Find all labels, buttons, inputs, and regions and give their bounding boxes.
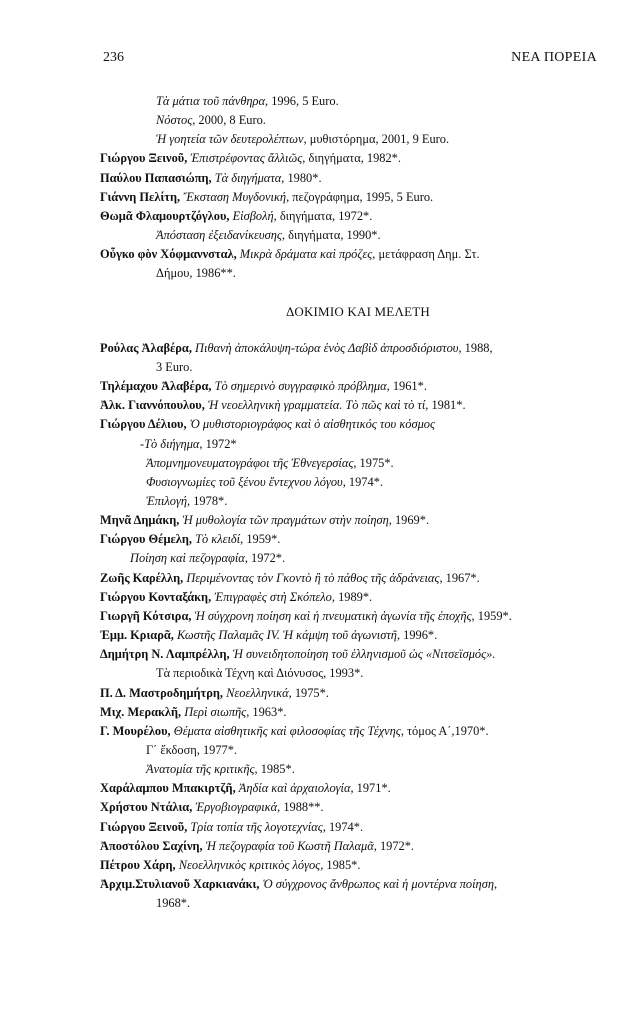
work-title: Περὶ σιωπῆς xyxy=(184,704,247,719)
entry-line xyxy=(100,111,600,130)
work-title: Ἀπομνημονευματογράφοι τῆς Ἐθνεγερσίας xyxy=(146,455,354,470)
author-name: Παύλου Παπασιώπη xyxy=(100,170,209,185)
entry-line: Γ. Μουρέλου, Θέματα αἰσθητικῆς καὶ φιλοσοφίας τῆς Τέχνης, τόμος Α΄,1970*. xyxy=(100,723,489,738)
author-name: Γιώργου Δέλιου xyxy=(100,417,184,432)
entry-line xyxy=(100,549,600,568)
entry-line: Ἀποστόλου Σαχίνη, Ἡ πεζογραφία τοῦ Κωστῆ Παλαμᾶ, 1972*. xyxy=(100,838,415,853)
entry-details: , 1972*. xyxy=(244,551,286,566)
running-title: ΝΕΑ ΠΟΡΕΙΑ xyxy=(511,50,597,65)
work-title: Ἡ πεζογραφία τοῦ Κωστῆ Παλαμᾶ xyxy=(205,838,374,853)
author-name: Μηνᾶ Δημάκη xyxy=(100,513,177,528)
bibliography-list xyxy=(100,92,600,913)
entry-line xyxy=(100,92,600,111)
author-name: Ἐμμ. Κριαρᾶ xyxy=(100,628,171,643)
author-name: Γιώργου Ξεινοῦ xyxy=(100,819,185,834)
work-title: Ἡ νεοελληνικὴ γραμματεία. Τὸ πῶς καὶ τὸ τί xyxy=(207,398,426,413)
author-name: Πέτρου Χάρη xyxy=(100,857,173,872)
entry-details: , διηγήματα, 1982*. xyxy=(302,151,401,166)
entry-details: , 1996, 5 Euro. xyxy=(265,94,339,108)
work-title: Ἐπιστρέφοντας ἄλλιῶς xyxy=(190,151,303,166)
entry-line: Γιώργου Κονταξάκη, Ἐπιγραφὲς στὴ Σκόπελο, 1989*. xyxy=(100,589,373,604)
work-title: Τὰ μάτια τοῦ πάνθηρα xyxy=(156,94,266,108)
work-title: Ἔκσταση Μυγδονική xyxy=(183,189,287,204)
author-name: Οὖγκο φὸν Χόφμαννσταλ xyxy=(100,247,234,262)
work-title: Τρία τοπία τῆς λογοτεχνίας xyxy=(190,819,323,834)
entry-line: Παύλου Παπασιώπη, Τὰ διηγήματα, 1980*. xyxy=(100,170,322,185)
entry-details: , 2000, 8 Euro. xyxy=(192,113,266,128)
work-title: Ἀηδία καὶ ἀρχαιολογία xyxy=(238,781,351,796)
entry-line xyxy=(100,473,600,492)
work-title: Ἡ μυθολογία τῶν πραγμάτων στὴν ποίηση xyxy=(182,513,389,528)
entry-details: , 1975*. xyxy=(353,455,394,470)
work-title: Τὸ σημερινὸ συγγραφικὸ πρόβλημα xyxy=(214,379,387,394)
entry-line: Ἀλκ. Γιαννόπουλου, Ἡ νεοελληνικὴ γραμματεία. Τὸ πῶς καὶ τὸ τί, 1981*. xyxy=(100,398,466,413)
entry-details: Τὰ περιοδικὰ Τέχνη καὶ Διόνυσος, 1993*. xyxy=(156,666,364,681)
work-title: -Τὸ διήγημα xyxy=(140,436,200,451)
entry-details: , 1972*. xyxy=(373,838,415,853)
entry-line: Γιώργου Δέλιου, Ὁ μυθιστοριογράφος καὶ ὁ αἰσθητικός του κόσμος xyxy=(100,417,436,432)
entry-continuation xyxy=(100,664,600,683)
work-title: Φυσιογνωμίες τοῦ ξένου ἔντεχνου λόγου xyxy=(146,474,343,489)
author-name: Π. Δ. Μαστροδημήτρη xyxy=(100,685,220,700)
entry-details: , μυθιστόρημα, 2001, 9 Euro. xyxy=(303,132,450,147)
entry-details: , τόμος Α΄,1970*. xyxy=(400,723,489,738)
entry-continuation xyxy=(100,435,600,454)
author-name: Ἀρχιμ.Στυλιανοῦ Χαρκιανάκι xyxy=(100,877,257,892)
entry-line: Μιχ. Μερακλῆ, Περὶ σιωπῆς, 1963*. xyxy=(100,704,287,719)
entry-line: Οὖγκο φὸν Χόφμαννσταλ, Μικρὰ δράματα καὶ πρόζες, μετάφραση Δημ. Στ. xyxy=(100,247,480,262)
author-name: Γιώργου Κονταξάκη xyxy=(100,589,209,604)
entry-line: Χαράλαμπου Μπακιρτζῆ, Ἀηδία καὶ ἀρχαιολογία, 1971*. xyxy=(100,781,391,796)
entry-continuation xyxy=(100,358,600,377)
entry-line: Μηνᾶ Δημάκη, Ἡ μυθολογία τῶν πραγμάτων στὴν ποίηση, 1969*. xyxy=(100,513,430,528)
entry-details: , μετάφραση Δημ. Στ. xyxy=(372,247,480,262)
entry-details: , 1961*. xyxy=(386,379,427,394)
entry-line: Γιώργου Ξεινοῦ, Ἐπιστρέφοντας ἄλλιῶς, διηγήματα, 1982*. xyxy=(100,151,401,166)
section-heading: ΔΟΚΙΜΙΟ ΚΑΙ ΜΕΛΕΤΗ xyxy=(286,303,430,319)
work-title: Ὁ μυθιστοριογράφος καὶ ὁ αἰσθητικός του κόσμος xyxy=(189,417,436,432)
work-title: Κωστῆς Παλαμᾶς IV. Ἡ κάμψη τοῦ ἀγωνιστῆ xyxy=(176,628,397,643)
work-title: Εἰσβολή xyxy=(232,208,274,223)
entry-line xyxy=(100,130,600,149)
entry-line xyxy=(100,454,600,473)
author-name: Χαράλαμπου Μπακιρτζῆ xyxy=(100,781,233,796)
entry-details: , 1985*. xyxy=(320,857,361,872)
work-title: Ὁ σύγχρονος ἄνθρωπος καὶ ἡ μοντέρνα ποίηση xyxy=(262,877,494,892)
page-number: 236 xyxy=(103,50,124,65)
author-name: Χρήστου Ντάλια xyxy=(100,800,190,815)
work-title: Ἐργοβιογραφικά xyxy=(195,800,278,815)
author-name: Θωμᾶ Φλαμουρτζόγλου xyxy=(100,208,227,223)
entry-details: , 1980*. xyxy=(281,170,322,185)
author-name: Ἀλκ. Γιαννόπουλου xyxy=(100,398,202,413)
entry-line xyxy=(100,492,600,511)
entry-details: , 1988, xyxy=(458,340,493,355)
entry-details: , 1959*. xyxy=(240,532,281,547)
work-title: Μικρὰ δράματα καὶ πρόζες xyxy=(239,247,373,262)
entry-details: , 1989*. xyxy=(331,589,373,604)
work-title: Ἡ σύγχρονη ποίηση καὶ ἡ πνευματικὴ ἀγωνία τῆς ἐποχῆς xyxy=(194,608,472,623)
entry-details: , 1974*. xyxy=(342,474,383,489)
entry-line: Γιωργῆ Κότσιρα, Ἡ σύγχρονη ποίηση καὶ ἡ πνευματικὴ ἀγωνία τῆς ἐποχῆς, 1959*. xyxy=(100,608,512,623)
entry-details: , διηγήματα, 1990*. xyxy=(281,228,381,243)
entry-details: , 1969*. xyxy=(388,513,430,528)
entry-line: Χρήστου Ντάλια, Ἐργοβιογραφικά, 1988**. xyxy=(100,800,324,815)
entry-details: , διηγήματα, 1972*. xyxy=(273,208,373,223)
entry-details: , 1967*. xyxy=(439,570,480,585)
author-name: Τηλέμαχου Ἀλαβέρα xyxy=(100,379,209,394)
work-title: Πιθανὴ ἀποκάλυψη-τώρα ἑνὸς Δαβὶδ ἀπροσδιόριστου xyxy=(195,340,459,355)
entry-line: Π. Δ. Μαστροδημήτρη, Νεοελληνικά, 1975*. xyxy=(100,685,329,700)
entry-details: , 1963*. xyxy=(246,704,287,719)
entry-line: Δημήτρη Ν. Λαμπρέλλη, Ἡ συνειδητοποίηση τοῦ ἑλληνισμοῦ ὡς «Νιτσεϊσμός». xyxy=(100,647,496,662)
work-title: Ἡ γοητεία τῶν δευτερολέπτων xyxy=(156,132,304,147)
author-name: Γιώργου Θέμελη xyxy=(100,532,189,547)
entry-line: Ἀρχιμ.Στυλιανοῦ Χαρκιανάκι, Ὁ σύγχρονος ἄνθρωπος καὶ ἡ μοντέρνα ποίηση, xyxy=(100,877,498,892)
work-title: Νεοελληνικὸς κριτικὸς λόγος xyxy=(178,857,321,872)
entry-details: , 1988**. xyxy=(277,800,324,815)
entry-line: Ρούλας Ἀλαβέρα, Πιθανὴ ἀποκάλυψη-τώρα ἑνὸς Δαβὶδ ἀπροσδιόριστου, 1988, xyxy=(100,340,493,355)
work-title: Ἐπιγραφὲς στὴ Σκόπελο xyxy=(214,589,332,604)
work-title: Περιμένοντας τὸν Γκοντὸ ἢ τὸ πάθος τῆς ἀδράνειας xyxy=(186,570,440,585)
entry-line: Τηλέμαχου Ἀλαβέρα, Τὸ σημερινὸ συγγραφικὸ πρόβλημα, 1961*. xyxy=(100,379,427,394)
entry-line: Ζωῆς Καρέλλη, Περιμένοντας τὸν Γκοντὸ ἢ τὸ πάθος τῆς ἀδράνειας, 1967*. xyxy=(100,570,480,585)
entry-details: , 1974*. xyxy=(322,819,364,834)
entry-line: Θωμᾶ Φλαμουρτζόγλου, Εἰσβολή, διηγήματα, 1972*. xyxy=(100,208,373,223)
page-header xyxy=(103,50,597,70)
entry-continuation xyxy=(100,894,600,913)
entry-details: , xyxy=(493,877,498,892)
work-title: Τὰ διηγήματα xyxy=(214,170,282,185)
entry-continuation xyxy=(100,741,600,760)
author-name: Γιώργου Ξεινοῦ xyxy=(100,151,185,166)
author-name: Μιχ. Μερακλῆ xyxy=(100,704,178,719)
entry-line: Ἐμμ. Κριαρᾶ, Κωστῆς Παλαμᾶς IV. Ἡ κάμψη τοῦ ἀγωνιστῆ, 1996*. xyxy=(100,628,438,643)
entry-details: Γ΄ ἔκδοση, 1977*. xyxy=(146,743,238,757)
entry-continuation xyxy=(100,264,600,283)
author-name: Δημήτρη Ν. Λαμπρέλλη xyxy=(100,647,227,662)
author-name: Ζωῆς Καρέλλη xyxy=(100,570,181,585)
work-title: Τὸ κλειδί xyxy=(195,532,241,547)
work-title: Ἀπόσταση ἐξειδανίκευσης xyxy=(156,228,282,243)
work-title: Ἐπιλογή xyxy=(146,493,188,508)
entry-details: 3 Euro. xyxy=(156,359,193,374)
entry-line: Γιώργου Ξεινοῦ, Τρία τοπία τῆς λογοτεχνίας, 1974*. xyxy=(100,819,364,834)
entry-details: , πεζογράφημα, 1995, 5 Euro. xyxy=(286,189,434,204)
entry-line: Πέτρου Χάρη, Νεοελληνικὸς κριτικὸς λόγος, 1985*. xyxy=(100,857,361,872)
entry-details: , 1975*. xyxy=(288,685,329,700)
entry-details: , 1959*. xyxy=(471,608,512,623)
entry-line: Γιάννη Πελίτη, Ἔκσταση Μυγδονική, πεζογράφημα, 1995, 5 Euro. xyxy=(100,189,434,204)
work-title: Νόστος xyxy=(156,113,193,128)
author-name: Γ. Μουρέλου xyxy=(100,723,168,738)
entry-details: 1968*. xyxy=(156,896,191,911)
entry-details: , 1985*. xyxy=(254,762,295,777)
entry-details: Δήμου, 1986**. xyxy=(156,266,236,281)
work-title: Θέματα αἰσθητικῆς καὶ φιλοσοφίας τῆς Τέχνης xyxy=(173,723,401,738)
author-name: Γιωργῆ Κότσιρα xyxy=(100,608,189,623)
entry-details: , 1978*. xyxy=(187,493,228,508)
work-title: Νεοελληνικά xyxy=(226,685,289,700)
entry-details: , 1971*. xyxy=(350,781,391,796)
work-title: Ἀνατομία τῆς κριτικῆς xyxy=(146,762,255,777)
author-name: Γιάννη Πελίτη xyxy=(100,189,178,204)
entry-details: , 1996*. xyxy=(396,628,438,643)
work-title: Ποίηση καὶ πεζογραφία xyxy=(130,551,245,566)
entry-line: Γιώργου Θέμελη, Τὸ κλειδί, 1959*. xyxy=(100,532,281,547)
work-title: Ἡ συνειδητοποίηση τοῦ ἑλληνισμοῦ ὡς «Νιτσεϊσμός». xyxy=(232,647,496,662)
author-name: Ἀποστόλου Σαχίνη xyxy=(100,838,200,853)
entry-details: , 1972* xyxy=(199,436,237,451)
entry-line xyxy=(100,226,600,245)
entry-details: , 1981*. xyxy=(425,398,466,413)
author-name: Ρούλας Ἀλαβέρα xyxy=(100,340,189,355)
entry-line xyxy=(100,760,600,779)
